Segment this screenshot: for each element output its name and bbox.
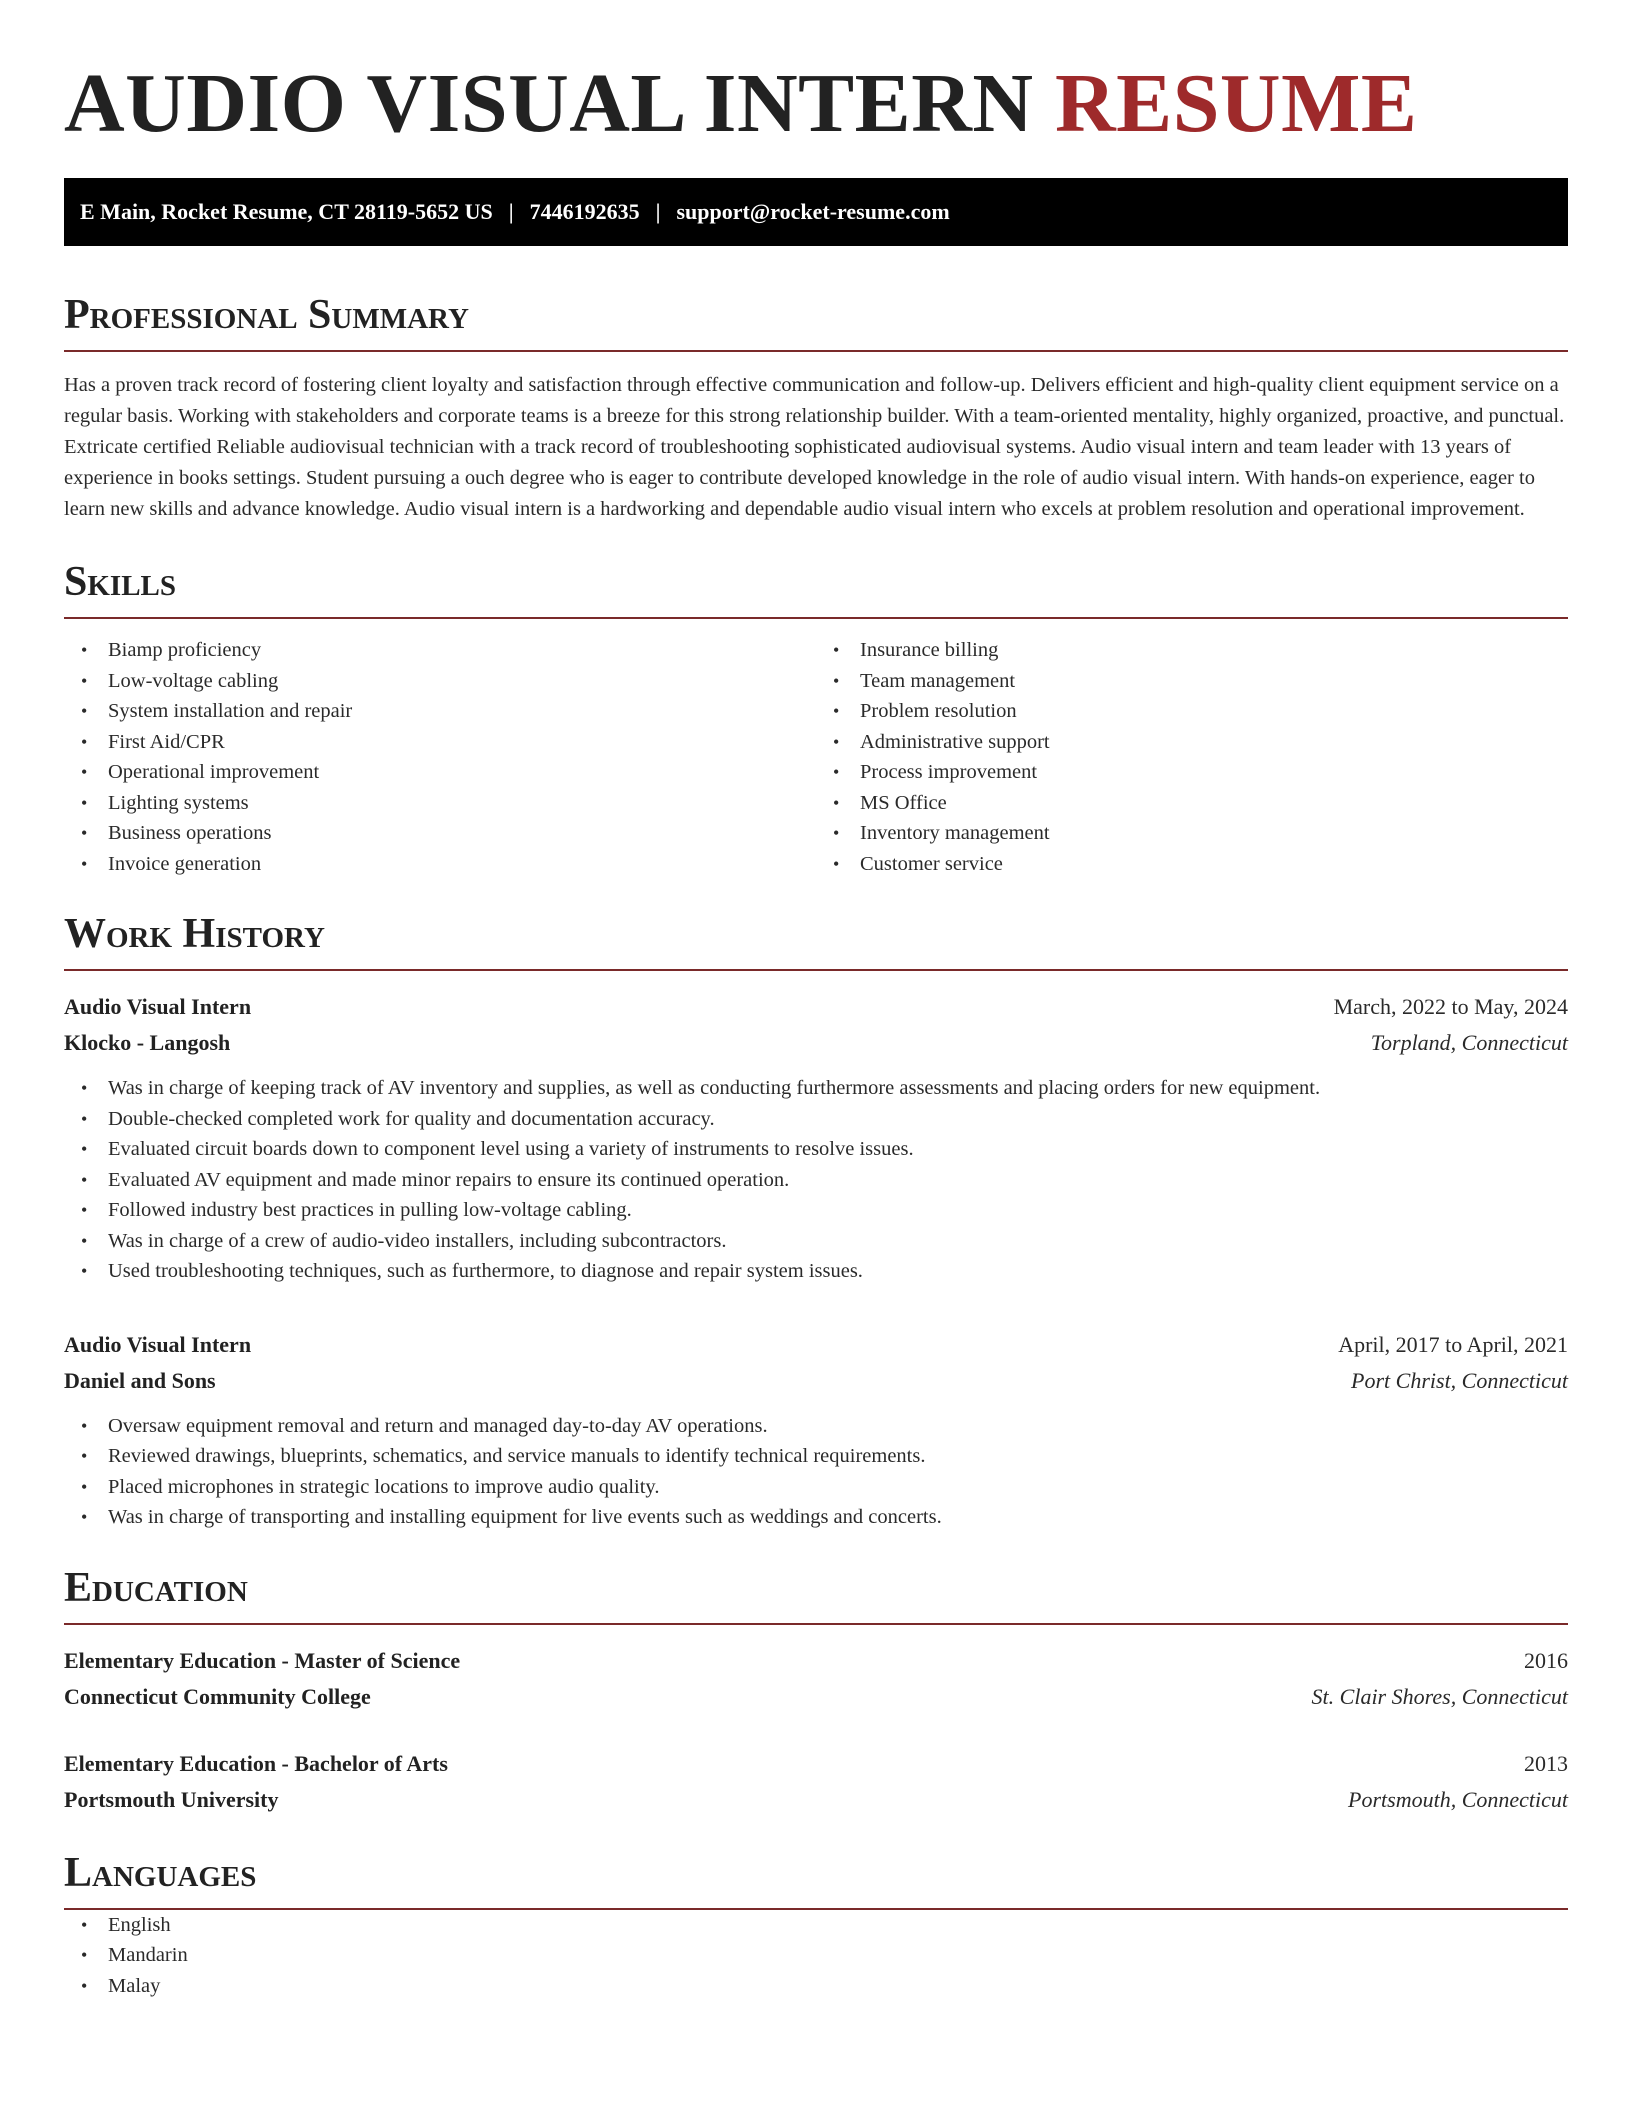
job-dates: March, 2022 to May, 2024 [1333, 994, 1568, 1019]
skill-item-text: Operational improvement [108, 761, 320, 783]
job-location: Port Christ, Connecticut [1351, 1367, 1568, 1393]
summary-section [64, 290, 1568, 525]
job-bullets [64, 1073, 1568, 1287]
contact-separator: | [508, 199, 514, 224]
skill-item [816, 696, 1568, 727]
skill-item-text: Inventory management [860, 822, 1050, 844]
job-title: Audio Visual Intern [64, 994, 252, 1019]
job-bullet [64, 1502, 1568, 1533]
title-main: AUDIO VISUAL INTERN [64, 57, 1034, 150]
job-title: Audio Visual Intern [64, 1331, 252, 1357]
job-bullet-text: Was in charge of transporting and installing equipment for live events such as weddings and concerts. [108, 1506, 942, 1528]
skill-item [64, 635, 816, 666]
skill-item [816, 818, 1568, 849]
bullet-icon: • [81, 1139, 88, 1159]
language-item-text: Malay [108, 1974, 161, 1997]
language-item [64, 1940, 1568, 1971]
skill-item [64, 757, 816, 788]
job-bullet [64, 1472, 1568, 1503]
education-school: Portsmouth University [64, 1786, 279, 1812]
languages-heading: Languages [64, 1848, 1568, 1910]
bullet-icon: • [81, 792, 88, 813]
languages-list [64, 1910, 1568, 2002]
job-bullet [64, 1256, 1568, 1287]
bullet-icon: • [81, 731, 88, 752]
skill-item [64, 818, 816, 849]
bullet-icon: • [833, 701, 840, 721]
skills-column-right [816, 635, 1568, 879]
bullet-icon: • [81, 1169, 88, 1190]
job-bullets [64, 1411, 1568, 1533]
job-bullet-text: Used troubleshooting techniques, such as furthermore, to diagnose and repair system issues. [108, 1260, 863, 1282]
bullet-icon: • [833, 640, 840, 660]
job-bullet-text: Followed industry best practices in pulling low-voltage cabling. [108, 1199, 632, 1221]
education-section [64, 1563, 1568, 1818]
skill-item-text: Administrative support [860, 730, 1050, 753]
skill-item [816, 727, 1568, 758]
skill-item [816, 635, 1568, 666]
bullet-icon: • [81, 640, 88, 660]
job-entry [64, 1327, 1568, 1533]
job-bullet-text: Oversaw equipment removal and return and managed day-to-day AV operations. [108, 1414, 768, 1437]
skill-item-text: Biamp proficiency [108, 639, 262, 661]
bullet-icon: • [81, 1914, 88, 1935]
job-bullet-text: Evaluated circuit boards down to component level using a variety of instruments to resolve issues. [108, 1138, 914, 1160]
education-location: St. Clair Shores, Connecticut [1311, 1683, 1568, 1709]
bullet-icon: • [81, 853, 88, 874]
bullet-icon: • [81, 762, 88, 782]
job-bullet [64, 1165, 1568, 1196]
job-bullet [64, 1195, 1568, 1226]
bullet-icon: • [81, 1446, 88, 1466]
education-school: Connecticut Community College [64, 1683, 371, 1709]
education-degree: Elementary Education - Bachelor of Arts [64, 1750, 448, 1776]
job-bullet [64, 1411, 1568, 1442]
bullet-icon: • [833, 670, 840, 691]
skill-item-text: Customer service [860, 852, 1003, 875]
bullet-icon: • [81, 823, 88, 843]
job-entry [64, 989, 1568, 1287]
bullet-icon: • [833, 762, 840, 782]
skills-heading: Skills [64, 557, 1568, 619]
skill-item [64, 696, 816, 727]
job-bullet [64, 1104, 1568, 1135]
bullet-icon: • [81, 1975, 88, 1996]
job-location: Torpland, Connecticut [1370, 1030, 1568, 1055]
education-entry [64, 1746, 1568, 1818]
contact-separator: | [655, 199, 661, 224]
skills-grid [64, 635, 1568, 879]
language-item [64, 1910, 1568, 1941]
job-bullet-text: Reviewed drawings, blueprints, schematics, and service manuals to identify technical requirements. [108, 1445, 926, 1467]
education-location: Portsmouth, Connecticut [1348, 1786, 1568, 1812]
bullet-icon: • [81, 1945, 88, 1965]
bullet-icon: • [833, 792, 840, 813]
bullet-icon: • [81, 701, 88, 721]
skill-item [816, 757, 1568, 788]
language-item-text: Mandarin [108, 1944, 188, 1966]
skill-item [64, 727, 816, 758]
work-heading: Work History [64, 909, 1568, 971]
job-bullet-text: Double-checked completed work for quality and documentation accuracy. [108, 1107, 715, 1130]
bullet-icon: • [81, 1078, 88, 1098]
skill-item-text: Insurance billing [860, 639, 999, 661]
job-bullet [64, 1441, 1568, 1472]
skills-list-right [816, 635, 1568, 879]
contact-bar [64, 178, 1568, 246]
skill-item-text: First Aid/CPR [108, 730, 225, 753]
contact-email[interactable]: support@rocket-resume.com [676, 199, 950, 224]
job-company: Klocko - Langosh [64, 1030, 231, 1055]
job-bullet [64, 1073, 1568, 1104]
summary-text: Has a proven track record of fostering client loyalty and satisfaction through effective communication and follow-up. Delivers efficient and high-quality client equipment service on a regular basis. Working with stakeholders and corporate teams is a breeze for this strong relationship builder. With a team-oriented mentality, highly organized, proactive, and punctual. Extricate certified Reliable audiovisual technician with a track record of troubleshooting sophisticated audiovisual systems. Audio visual intern and team leader with 13 years of experience in books settings. Student pursuing a ouch degree who is eager to contribute developed knowledge in the role of audio visual intern. With hands-on experience, eager to learn new skills and advance knowledge. Audio visual intern is a hardworking and dependable audio visual intern who excels at problem resolution and operational improvement. [64, 374, 1565, 520]
skill-item-text: Process improvement [860, 761, 1038, 783]
skill-item-text: Low-voltage cabling [108, 669, 279, 692]
bullet-icon: • [81, 1200, 88, 1220]
job-company: Daniel and Sons [64, 1367, 216, 1393]
skill-item [64, 849, 816, 880]
bullet-icon: • [81, 1230, 88, 1251]
language-item-text: English [108, 1913, 171, 1936]
skills-column-left [64, 635, 816, 879]
job-bullet [64, 1226, 1568, 1257]
skill-item-text: Team management [860, 669, 1016, 692]
title-accent: RESUME [1055, 57, 1418, 150]
skill-item-text: Problem resolution [860, 700, 1017, 722]
bullet-icon: • [833, 853, 840, 874]
skill-item-text: System installation and repair [108, 700, 353, 722]
bullet-icon: • [81, 1261, 88, 1281]
education-year: 2016 [1524, 1647, 1568, 1673]
skill-item-text: Invoice generation [108, 852, 262, 875]
job-bullet-text: Evaluated AV equipment and made minor repairs to ensure its continued operation. [108, 1168, 790, 1191]
skill-item-text: MS Office [860, 791, 947, 814]
job-dates: April, 2017 to April, 2021 [1338, 1331, 1568, 1357]
skills-section [64, 557, 1568, 879]
language-item [64, 1971, 1568, 2002]
job-bullet-text: Was in charge of a crew of audio-video installers, including subcontractors. [108, 1229, 727, 1252]
education-degree: Elementary Education - Master of Science [64, 1647, 461, 1673]
skills-list-left [64, 635, 816, 879]
skill-item [816, 666, 1568, 697]
bullet-icon: • [833, 823, 840, 843]
education-year: 2013 [1524, 1750, 1568, 1776]
bullet-icon: • [833, 731, 840, 752]
bullet-icon: • [81, 1507, 88, 1527]
bullet-icon: • [81, 1415, 88, 1436]
bullet-icon: • [81, 1108, 88, 1129]
resume-title [64, 58, 1568, 150]
skill-item [816, 788, 1568, 819]
summary-heading: Professional Summary [64, 290, 1568, 352]
education-heading: Education [64, 1563, 1568, 1625]
job-bullet-text: Was in charge of keeping track of AV inventory and supplies, as well as conducting furthermore assessments and placing orders for new equipment. [108, 1077, 1321, 1099]
skill-item-text: Business operations [108, 822, 272, 844]
job-bullet [64, 1134, 1568, 1165]
contact-address: E Main, Rocket Resume, CT 28119-5652 US [80, 199, 493, 224]
bullet-icon: • [81, 1476, 88, 1497]
education-entry [64, 1643, 1568, 1715]
job-bullet-text: Placed microphones in strategic locations to improve audio quality. [108, 1475, 660, 1498]
skill-item-text: Lighting systems [108, 791, 249, 814]
work-section [64, 909, 1568, 1533]
skill-item [816, 849, 1568, 880]
contact-phone: 7446192635 [529, 199, 640, 224]
languages-section [64, 1848, 1568, 2002]
bullet-icon: • [81, 670, 88, 691]
skill-item [64, 788, 816, 819]
skill-item [64, 666, 816, 697]
